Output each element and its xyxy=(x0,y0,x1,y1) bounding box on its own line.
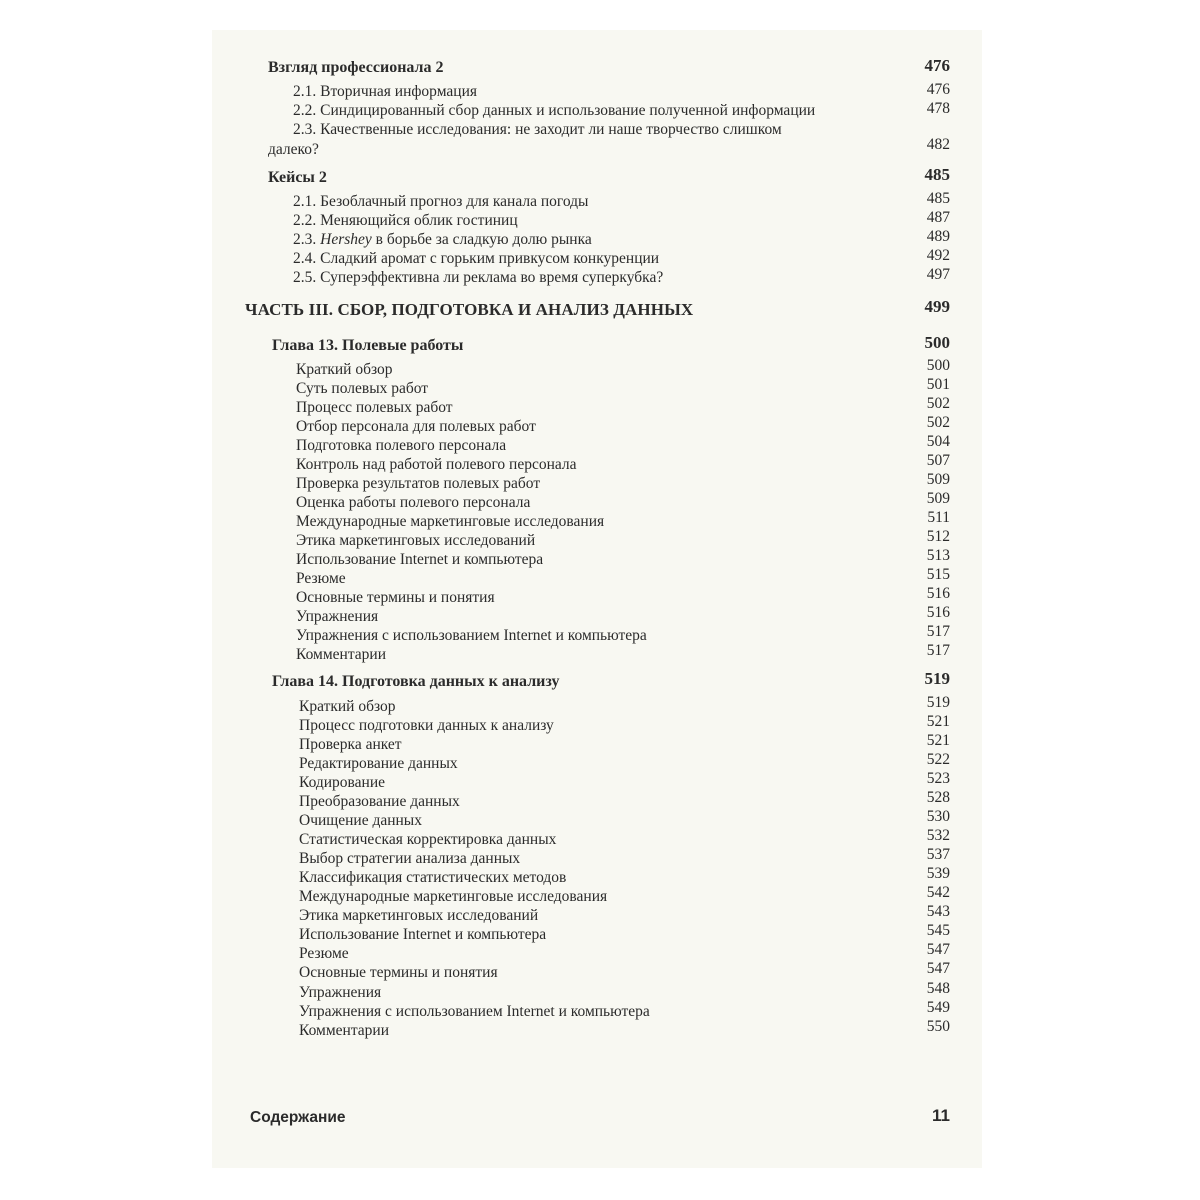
toc-page: 547 xyxy=(926,941,950,958)
toc-entry: Упражнения xyxy=(299,984,382,1001)
toc-page: 500 xyxy=(926,357,950,374)
toc-entry xyxy=(293,230,592,249)
toc-entry: 2.3. Качественные исследования: не заходит ли наше творчество слишком xyxy=(293,121,782,138)
toc-entry: Редактирование данных xyxy=(299,755,458,772)
toc-page: 522 xyxy=(926,751,950,768)
toc-entry: 2.1. Вторичная информация xyxy=(293,83,478,100)
toc-entry: Этика маркетинговых исследований xyxy=(296,532,536,549)
toc-entry: Проверка анкет xyxy=(299,736,402,753)
toc-page: 485 xyxy=(926,190,950,207)
section-page-vzglyad: 476 xyxy=(924,56,950,75)
toc-page: 545 xyxy=(926,922,950,939)
toc-page: 517 xyxy=(926,642,950,659)
toc-page: 497 xyxy=(926,266,950,283)
toc-entry: Краткий обзор xyxy=(299,698,396,715)
toc-entry: Упражнения с использованием Internet и компьютера xyxy=(296,627,647,644)
toc-entry-number: 2.3. xyxy=(293,231,321,248)
toc-entry: Оценка работы полевого персонала xyxy=(296,494,531,511)
toc-entry-italic: Hershey xyxy=(320,231,372,248)
toc-entry: 2.4. Сладкий аромат с горьким привкусом конкуренции xyxy=(293,250,660,267)
chapter-title-14: Глава 14. Подготовка данных к анализу xyxy=(272,673,560,690)
chapter-page-14: 519 xyxy=(924,669,950,688)
toc-page: 478 xyxy=(926,100,950,117)
toc-entry-continuation: далеко? xyxy=(268,141,319,158)
toc-page: 547 xyxy=(926,960,950,977)
toc-page: 512 xyxy=(926,528,950,545)
toc-entry: 2.5. Суперэффективна ли реклама во время суперкубка? xyxy=(293,269,664,286)
page-number: 11 xyxy=(932,1106,950,1125)
toc-entry: Использование Internet и компьютера xyxy=(296,551,544,568)
part-title: ЧАСТЬ III. СБОР, ПОДГОТОВКА И АНАЛИЗ ДАННЫХ xyxy=(245,300,694,319)
toc-entry: Процесс полевых работ xyxy=(296,399,453,416)
toc-page: 507 xyxy=(926,452,950,469)
toc-page: 513 xyxy=(926,547,950,564)
toc-page: 528 xyxy=(926,789,950,806)
toc-page: 501 xyxy=(926,376,950,393)
section-title-keisy: Кейсы 2 xyxy=(268,169,327,186)
chapter-page-13: 500 xyxy=(924,333,950,352)
toc-page: 516 xyxy=(926,585,950,602)
toc-entry: Статистическая корректировка данных xyxy=(299,831,557,848)
toc-page: 511 xyxy=(927,509,950,526)
toc-entry-rest: в борьбе за сладкую долю рынка xyxy=(371,231,592,248)
toc-page: 509 xyxy=(926,471,950,488)
chapter-title-13: Глава 13. Полевые работы xyxy=(272,337,464,354)
toc-entry: 2.1. Безоблачный прогноз для канала погоды xyxy=(293,193,589,210)
toc-entry: Суть полевых работ xyxy=(296,380,429,397)
toc-entry: Комментарии xyxy=(296,646,386,663)
toc-page: 539 xyxy=(926,865,950,882)
part-page: 499 xyxy=(924,297,950,316)
toc-page: 543 xyxy=(926,903,950,920)
toc-page: 489 xyxy=(926,228,950,245)
toc-entry: Резюме xyxy=(296,570,346,587)
section-page-keisy: 485 xyxy=(924,165,950,184)
toc-page: 521 xyxy=(926,713,950,730)
section-title-vzglyad: Взгляд профессионала 2 xyxy=(268,59,444,76)
toc-page: 482 xyxy=(926,136,950,153)
toc-page: 515 xyxy=(926,566,950,583)
toc-page: 550 xyxy=(926,1018,950,1035)
running-footer-title: Содержание xyxy=(250,1109,346,1126)
toc-entry: Основные термины и понятия xyxy=(296,589,495,606)
toc-page: 523 xyxy=(926,770,950,787)
toc-page: 517 xyxy=(926,623,950,640)
toc-entry: Международные маркетинговые исследования xyxy=(299,888,608,905)
toc-entry: Отбор персонала для полевых работ xyxy=(296,418,536,435)
toc-page: 532 xyxy=(926,827,950,844)
toc-page: 516 xyxy=(926,604,950,621)
toc-entry: Резюме xyxy=(299,945,349,962)
toc-entry: Подготовка полевого персонала xyxy=(296,437,507,454)
toc-entry: Процесс подготовки данных к анализу xyxy=(299,717,554,734)
toc-entry: Упражнения xyxy=(296,608,379,625)
toc-page: 502 xyxy=(926,414,950,431)
toc-page: 548 xyxy=(926,980,950,997)
toc-page: 542 xyxy=(926,884,950,901)
toc-page: 492 xyxy=(926,247,950,264)
toc-page: 530 xyxy=(926,808,950,825)
toc-entry: Кодирование xyxy=(299,774,386,791)
toc-entry: Основные термины и понятия xyxy=(299,964,498,981)
toc-entry: Проверка результатов полевых работ xyxy=(296,475,541,492)
toc-entry: Комментарии xyxy=(299,1022,389,1039)
toc-entry: Краткий обзор xyxy=(296,361,393,378)
toc-entry: Преобразование данных xyxy=(299,793,460,810)
toc-entry: 2.2. Меняющийся облик гостиниц xyxy=(293,212,518,229)
toc-entry: Контроль над работой полевого персонала xyxy=(296,456,577,473)
toc-entry: 2.2. Синдицированный сбор данных и использование полученной информации xyxy=(293,102,816,119)
toc-entry: Выбор стратегии анализа данных xyxy=(299,850,521,867)
toc-page: 509 xyxy=(926,490,950,507)
toc-page: 549 xyxy=(926,999,950,1016)
toc-page: 504 xyxy=(926,433,950,450)
toc-page: 502 xyxy=(926,395,950,412)
toc-page: 476 xyxy=(926,81,950,98)
toc-page: 537 xyxy=(926,846,950,863)
toc-entry: Очищение данных xyxy=(299,812,422,829)
toc-entry: Международные маркетинговые исследования xyxy=(296,513,605,530)
toc-entry: Классификация статистических методов xyxy=(299,869,567,886)
toc-entry: Использование Internet и компьютера xyxy=(299,926,547,943)
toc-page: 519 xyxy=(926,694,950,711)
toc-entry: Упражнения с использованием Internet и компьютера xyxy=(299,1003,650,1020)
toc-entry: Этика маркетинговых исследований xyxy=(299,907,539,924)
toc-page: 521 xyxy=(926,732,950,749)
toc-page: 487 xyxy=(926,209,950,226)
